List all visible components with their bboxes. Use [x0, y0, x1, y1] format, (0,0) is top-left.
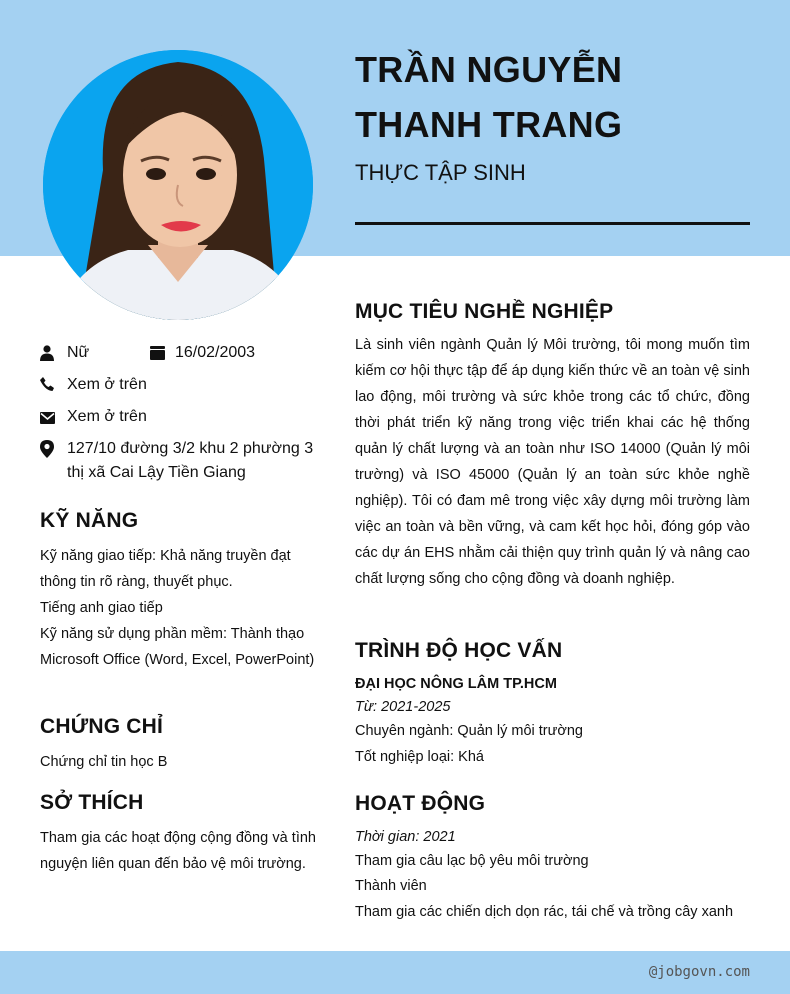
email-value: Xem ở trên — [67, 408, 147, 425]
email-icon — [40, 412, 55, 424]
skills-heading: KỸ NĂNG — [40, 509, 139, 532]
education-grade: Tốt nghiệp loại: Khá — [355, 749, 484, 765]
hobbies-heading: SỞ THÍCH — [40, 791, 144, 814]
portrait-illustration — [43, 50, 313, 320]
phone-icon — [40, 377, 54, 391]
certificates-heading: CHỨNG CHỈ — [40, 715, 164, 738]
activities-details — [355, 825, 750, 925]
gender-value: Nữ — [67, 344, 90, 361]
title-divider — [355, 222, 750, 225]
phone-value: Xem ở trên — [67, 376, 147, 393]
profile-photo — [43, 50, 313, 320]
footer-brand: @jobgovn.com — [648, 964, 750, 980]
certificates-list — [40, 749, 316, 775]
education-major: Chuyên ngành: Quản lý môi trường — [355, 723, 583, 739]
objective-heading: MỤC TIÊU NGHỀ NGHIỆP — [355, 300, 614, 323]
activity-role: Thành viên — [355, 878, 427, 894]
job-title: THỰC TẬP SINH — [355, 160, 526, 185]
skill-item: Kỹ năng giao tiếp: Khả năng truyền đạt thông tin rõ ràng, thuyết phục. — [40, 548, 291, 590]
skill-item: Kỹ năng sử dụng phần mềm: Thành thạo Microsoft Office (Word, Excel, PowerPoint) — [40, 626, 315, 668]
school-name: ĐẠI HỌC NÔNG LÂM TP.HCM — [355, 676, 557, 692]
skill-item: Tiếng anh giao tiếp — [40, 600, 163, 616]
education-heading: TRÌNH ĐỘ HỌC VẤN — [355, 639, 563, 662]
education-period: Từ: 2021-2025 — [355, 699, 451, 715]
skills-list — [40, 543, 316, 673]
activity-period: Thời gian: 2021 — [355, 829, 456, 845]
person-icon — [40, 345, 54, 361]
calendar-icon — [150, 346, 165, 360]
certificate-item: Chứng chỉ tin học B — [40, 754, 168, 770]
hobbies-text: Tham gia các hoạt động cộng đồng và tình nguyện liên quan đến bảo vệ môi trường. — [40, 830, 316, 872]
education-details — [355, 672, 750, 770]
address-value: 127/10 đường 3/2 khu 2 phường 3 thị xã Cai Lậy Tiền Giang — [67, 440, 314, 481]
location-pin-icon — [40, 440, 54, 458]
full-name: TRẦN NGUYỄN THANH TRANG — [355, 49, 623, 145]
activities-heading: HOẠT ĐỘNG — [355, 792, 486, 815]
activity-name: Tham gia câu lạc bộ yêu môi trường — [355, 853, 589, 869]
birthday-value: 16/02/2003 — [175, 344, 256, 361]
activity-description: Tham gia các chiến dịch dọn rác, tái chế và trồng cây xanh — [355, 904, 734, 920]
objective-text: Là sinh viên ngành Quản lý Môi trường, tôi mong muốn tìm kiếm cơ hội thực tập để áp dụng kiến thức về an toàn vệ sinh lao động, môi trường và sức khỏe trong các tổ chức, đồng thời phát triển kỹ năng trong việc triển khai các hệ thống quản lý chất lượng và an toàn như ISO 14000 (Quản lý môi trường) và ISO 45000 (Quản lý an toàn sức khỏe nghề nghiệp). Tôi có đam mê trong việc xây dựng môi trường làm việc an toàn và bền vững, và cam kết học hỏi, đóng góp vào các dự án EHS nhằm cải thiện quy trình quản lý và nâng cao chất lượng sống cho cộng đồng và doanh nghiệp. — [355, 337, 750, 587]
